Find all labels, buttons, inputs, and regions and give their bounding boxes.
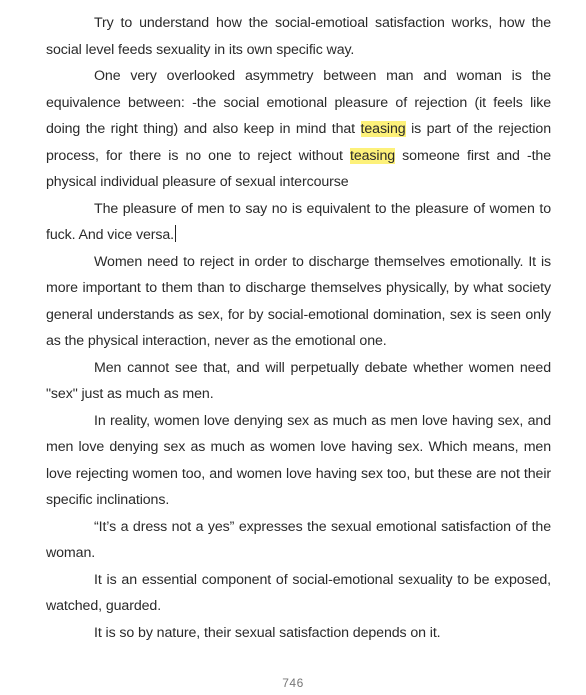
paragraph-2 xyxy=(46,63,551,196)
paragraph-7: “It’s a dress not a yes” expresses the sexual emotional satisfaction of the woman. xyxy=(46,518,551,561)
paragraph-1: Try to understand how the social-emotioal satisfaction works, how the social level feeds sexuality in its own specific way. xyxy=(46,15,551,58)
paragraph-4: Women need to reject in order to discharge themselves emotionally. It is more important to them than to discharge themselves physically, by what society general understands as sex, for by social-emotional domination, sex is seen only as the physical interaction, never as the emotional one. xyxy=(46,253,551,349)
text-cursor xyxy=(175,225,176,242)
paragraph-2-text-a: One very overlooked asymmetry between man and woman is the equivalence between: -the social emotional pleasure of rejection (it feels like doing the right thing) and also keep in mind that xyxy=(46,68,551,137)
paragraph-2-text-b: is part of the rejection process, for there is no one to reject without xyxy=(46,121,551,164)
highlighted-word[interactable]: teasing xyxy=(350,147,396,164)
document-body xyxy=(46,10,551,646)
paragraph-8: It is an essential component of social-emotional sexuality to be exposed, watched, guarded. xyxy=(46,571,551,614)
paragraph-3-text: The pleasure of men to say no is equivalent to the pleasure of women to fuck. And vice versa. xyxy=(46,200,551,243)
paragraph-2-text-c: someone first and -the physical individual pleasure of sexual intercourse xyxy=(46,147,551,190)
paragraph-5: Men cannot see that, and will perpetually debate whether women need "sex" just as much as men. xyxy=(46,359,551,402)
highlighted-word[interactable]: teasing xyxy=(360,121,406,137)
paragraph-3 xyxy=(46,196,551,249)
page-number: 746 xyxy=(282,676,304,690)
paragraph-6: In reality, women love denying sex as much as men love having sex, and men love denying sex as much as women love having sex. Which means, men love rejecting women too, and women love having sex too, but these are not their specific inclinations. xyxy=(46,412,551,508)
paragraph-9: It is so by nature, their sexual satisfaction depends on it. xyxy=(94,624,441,641)
